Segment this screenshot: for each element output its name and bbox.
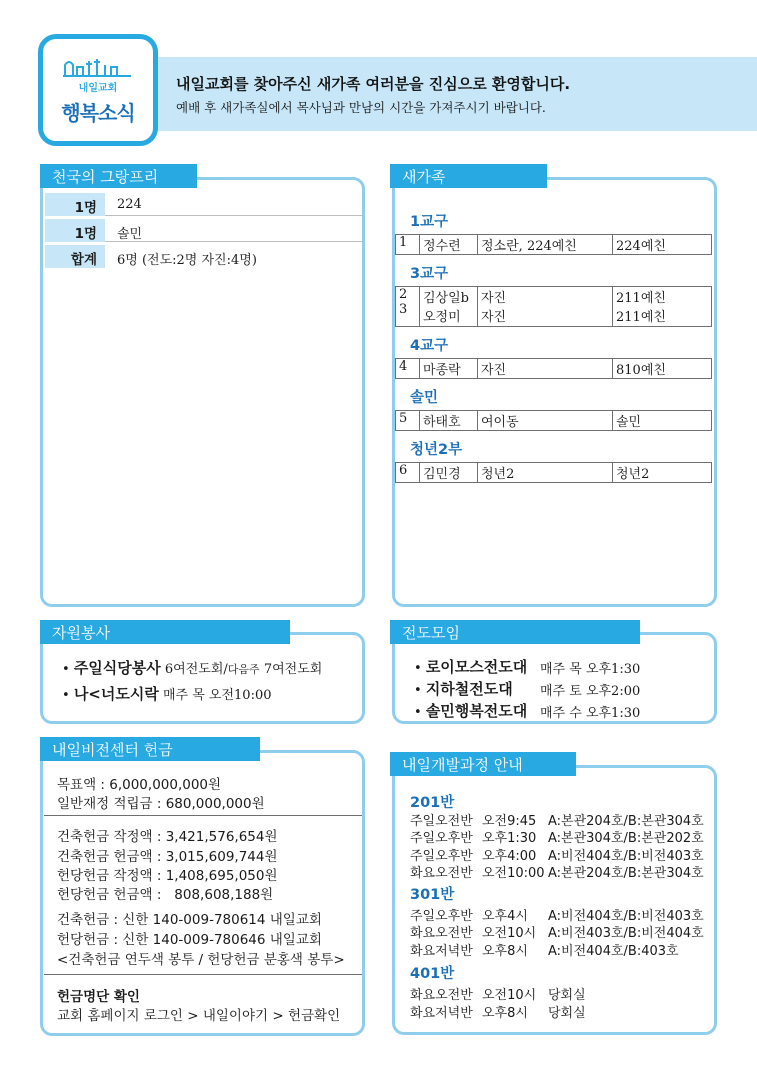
church-skyline-icon [61, 53, 135, 77]
course-row: 주일오전반 오전9:45 A:본관204호/B:본관304호 [410, 814, 704, 829]
volunteer-detail: 7여전도회 [259, 662, 323, 677]
vision-account: 건축헌금 : 신한 140-009-780614 내일교회 [57, 912, 322, 928]
course-title: 301반 [410, 887, 455, 903]
welcome-title: 내일교회를 찾아주신 새가족 여러분을 진심으로 환영합니다. [176, 75, 571, 93]
district-title: 청년2부 [410, 442, 463, 458]
vision-line: 헌당헌금 작정액 : 1,408,695,050원 [57, 868, 278, 884]
new-family-table [395, 358, 712, 379]
volunteer-detail: 매주 목 오전10:00 [162, 688, 272, 703]
new-family-table [395, 410, 712, 431]
evangelism-item: • 로이모스전도대 매주 목 오후1:30 [414, 658, 641, 677]
volunteer-name: 주일식당봉사 [73, 659, 161, 677]
grand-prix-key: 1명 [45, 193, 105, 216]
volunteer-detail-small: 다음주 [227, 663, 260, 676]
course-row: 주일오후반 오후4시 A:비전404호/B:비전403호 [410, 909, 704, 924]
course-row: 화요저녁반 오후8시 당회실 [410, 1006, 586, 1021]
vision-confirm-path: 교회 홈페이지 로그인 > 내일이야기 > 헌금확인 [57, 1008, 341, 1024]
course-row: 주일오후반 오후1:30 A:본관304호/B:본관202호 [410, 831, 704, 846]
district-title: 솔민 [410, 390, 439, 406]
vision-divider [44, 974, 362, 975]
table-row: 4 마종락 자진 810예친 [396, 359, 712, 379]
course-title: 201반 [410, 795, 455, 811]
volunteer-item: • 주일식당봉사 6여전도회/다음주 7여전도회 [62, 659, 323, 677]
course-row: 주일오후반 오후4:00 A:비전404호/B:비전403호 [410, 849, 704, 864]
welcome-subtitle: 예배 후 새가족실에서 목사님과 만남의 시간을 가져주시기 바랍니다. [176, 100, 546, 115]
grand-prix-row [45, 193, 362, 216]
vision-envelope-note: <건축헌금 연두색 봉투 / 헌당헌금 분홍색 봉투> [57, 952, 345, 968]
table-row: 1 정수련 정소란, 224예친 224예친 [396, 235, 712, 255]
district-title: 1교구 [410, 214, 449, 230]
course-row: 화요오전반 오전10시 A:비전403호/B:비전404호 [410, 926, 704, 941]
course-title: 401반 [410, 966, 455, 982]
vision-account: 헌당헌금 : 신한 140-009-780646 내일교회 [57, 932, 322, 948]
evangelism-name: 지하철전도대 [425, 680, 513, 698]
grand-prix-value: 224 [117, 197, 142, 212]
vision-goal: 목표액 : 6,000,000,000원 [57, 777, 222, 793]
vision-tab: 내일비전센터 헌금 [40, 737, 260, 761]
new-family-table [395, 286, 712, 327]
courses-tab: 내일개발과정 안내 [390, 752, 576, 776]
vision-line: 헌당헌금 헌금액 : 808,608,188원 [57, 887, 274, 903]
volunteer-panel [40, 632, 365, 724]
district-title: 3교구 [410, 266, 449, 282]
volunteer-item: • 나<너도시락 매주 목 오전10:00 [62, 685, 272, 703]
vision-confirm-title: 헌금명단 확인 [57, 989, 140, 1005]
evangelism-tab: 전도모임 [390, 620, 640, 644]
evangelism-name: 솔민행복전도대 [425, 702, 528, 720]
vision-reserve: 일반재정 적립금 : 680,000,000원 [57, 796, 265, 812]
evangelism-item: • 솔민행복전도대 매주 수 오후1:30 [414, 702, 641, 721]
evangelism-time: 매주 목 오후1:30 [540, 662, 641, 677]
grand-prix-value: 솔민 [117, 227, 143, 242]
course-row: 화요저녁반 오후8시 A:비전404호/B:403호 [410, 944, 679, 959]
course-row: 화요오전반 오전10시 당회실 [410, 988, 586, 1003]
evangelism-time: 매주 수 오후1:30 [540, 706, 641, 721]
evangelism-item: • 지하철전도대 매주 토 오후2:00 [414, 680, 641, 699]
vision-line: 건축헌금 헌금액 : 3,015,609,744원 [57, 849, 278, 865]
grand-prix-value: 6명 (전도:2명 자진:4명) [117, 253, 257, 268]
evangelism-name: 로이모스전도대 [425, 658, 528, 676]
grand-prix-tab: 천국의 그랑프리 [40, 164, 197, 188]
new-family-tab: 새가족 [390, 164, 547, 188]
table-row: 6 김민경 청년2 청년2 [396, 463, 712, 483]
grand-prix-key: 1명 [45, 219, 105, 242]
course-row: 화요오전반 오전10:00 A:본관204호/B:본관304호 [410, 866, 704, 881]
logo [38, 34, 158, 146]
vision-line: 건축헌금 작정액 : 3,421,576,654원 [57, 829, 278, 845]
new-family-table [395, 462, 712, 483]
table-row: 5 하태호 여이동 솔민 [396, 411, 712, 431]
district-title: 4교구 [410, 338, 449, 354]
grand-prix-row [45, 219, 362, 242]
evangelism-time: 매주 토 오후2:00 [540, 684, 641, 699]
table-row: 2 3 김상일b 오정미 자진 자진 211예친 211예친 [396, 287, 712, 327]
welcome-banner [150, 57, 757, 131]
volunteer-name: 나<너도시락 [73, 685, 159, 703]
grand-prix-row [45, 245, 362, 268]
volunteer-tab: 자원봉사 [40, 620, 290, 644]
vision-divider [44, 815, 362, 816]
logo-title: 행복소식 [61, 101, 135, 125]
grand-prix-key: 합계 [45, 245, 105, 268]
new-family-table [395, 234, 712, 255]
volunteer-detail: 6여전도회/ [164, 662, 228, 677]
logo-church-name: 내일교회 [78, 83, 118, 94]
